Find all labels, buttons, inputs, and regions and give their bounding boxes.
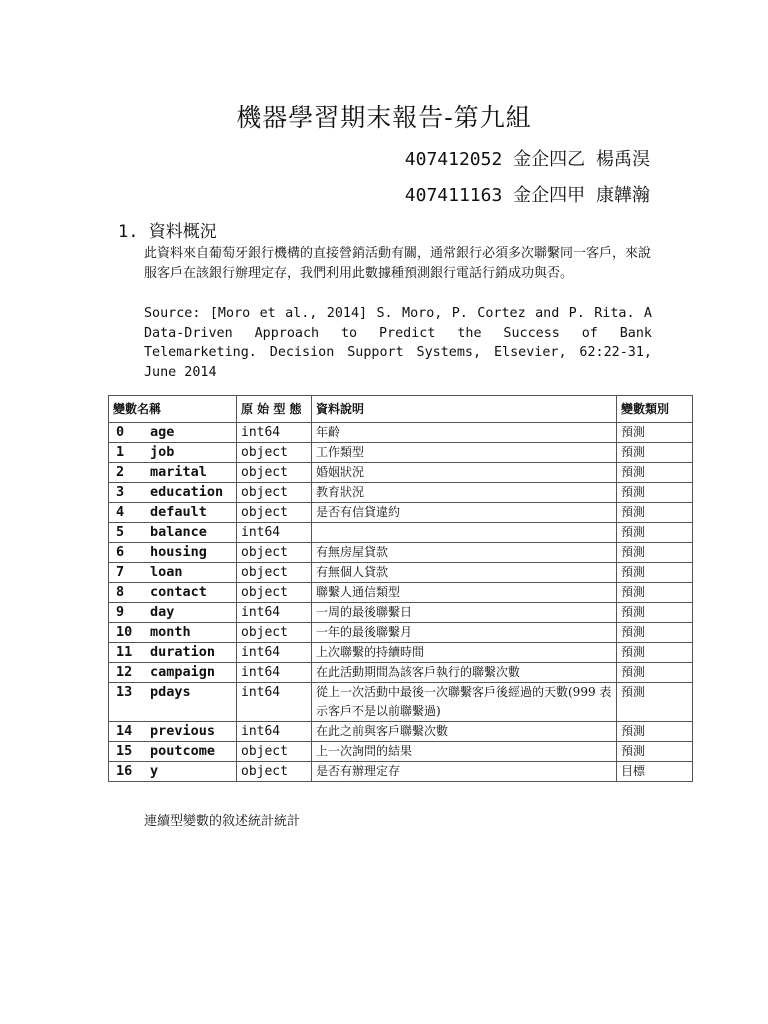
page-title: 機器學習期末報告-第九組 — [236, 103, 532, 132]
variable-type: object — [237, 623, 312, 643]
variable-description: 有無個人貸款 — [312, 563, 617, 583]
table-row — [109, 722, 693, 742]
variable-index: 3 — [116, 484, 125, 500]
table-row — [109, 643, 693, 663]
variable-category: 預測 — [617, 543, 693, 563]
variable-index: 14 — [116, 723, 133, 739]
variable-description: 一周的最後聯繫日 — [312, 603, 617, 623]
variable-type: int64 — [237, 603, 312, 623]
variable-name: day — [150, 604, 175, 620]
variable-description: 有無房屋貸款 — [312, 543, 617, 563]
variable-index: 5 — [116, 524, 125, 540]
table-header-row — [109, 396, 693, 423]
variable-category: 預測 — [617, 663, 693, 683]
variable-cell — [109, 583, 237, 603]
variable-index: 7 — [116, 564, 125, 580]
variable-index: 9 — [116, 604, 125, 620]
variable-description: 聯繫人通信類型 — [312, 583, 617, 603]
variable-type: object — [237, 762, 312, 782]
table-row — [109, 503, 693, 523]
variable-index: 0 — [116, 424, 125, 440]
variable-name: y — [150, 763, 159, 779]
variable-type: int64 — [237, 683, 312, 722]
variable-cell — [109, 623, 237, 643]
variable-name: month — [150, 624, 191, 640]
variable-name: poutcome — [150, 743, 216, 759]
variable-description: 從上一次活動中最後一次聯繫客戶後經過的天數(999 表示客戶不是以前聯繫過) — [312, 683, 617, 722]
variable-description: 工作類型 — [312, 443, 617, 463]
variable-cell — [109, 663, 237, 683]
variable-description: 在此活動期間為該客戶執行的聯繫次數 — [312, 663, 617, 683]
variable-type: object — [237, 503, 312, 523]
variable-description: 年齡 — [312, 423, 617, 443]
variable-category: 預測 — [617, 603, 693, 623]
variable-type: object — [237, 563, 312, 583]
section-heading: 1. 資料概況 — [118, 222, 217, 242]
table-row — [109, 483, 693, 503]
variable-name: housing — [150, 544, 207, 560]
table-row — [109, 583, 693, 603]
variable-cell — [109, 543, 237, 563]
variable-type: object — [237, 483, 312, 503]
variable-description: 上次聯繫的持續時間 — [312, 643, 617, 663]
variable-name: pdays — [150, 684, 191, 700]
variable-type: int64 — [237, 643, 312, 663]
variable-type: object — [237, 543, 312, 563]
variable-index: 4 — [116, 504, 125, 520]
variable-name: marital — [150, 464, 207, 480]
variable-name: job — [150, 444, 175, 460]
variable-description: 是否有信貸違約 — [312, 503, 617, 523]
variable-description — [312, 523, 617, 543]
variable-type: object — [237, 583, 312, 603]
variable-name: contact — [150, 584, 207, 600]
variable-category: 預測 — [617, 563, 693, 583]
variable-description: 一年的最後聯繫月 — [312, 623, 617, 643]
author-line-2: 407411163 金企四甲 康韡瀚 — [404, 185, 650, 206]
variable-category: 預測 — [617, 523, 693, 543]
variable-category: 預測 — [617, 722, 693, 742]
variable-category: 預測 — [617, 683, 693, 722]
variable-cell — [109, 423, 237, 443]
variable-name: duration — [150, 644, 216, 660]
author-line-1: 407412052 金企四乙 楊禹淏 — [404, 149, 650, 170]
table-row — [109, 663, 693, 683]
variable-type: object — [237, 443, 312, 463]
variable-category: 預測 — [617, 423, 693, 443]
variable-index: 10 — [116, 624, 133, 640]
intro-paragraph: 此資料來自葡萄牙銀行機構的直接營銷活動有關，通常銀行必須多次聯繫同一客戶，來說服客戶在該銀行辦理定存，我們利用此數據種預測銀行電話行銷成功與否。 — [144, 246, 652, 281]
source-citation: Source: [Moro et al., 2014] S. Moro, P. Cortez and P. Rita. A Data-Driven Approach to Predict the Success of Bank Telemarketing. Decision Support Systems, Elsevier, 62:22-31, June 2014 — [144, 306, 652, 380]
variable-cell — [109, 483, 237, 503]
variable-cell — [109, 523, 237, 543]
variable-type: int64 — [237, 523, 312, 543]
variable-name: balance — [150, 524, 207, 540]
table-row — [109, 742, 693, 762]
variable-cell — [109, 762, 237, 782]
variable-category: 預測 — [617, 483, 693, 503]
variable-description: 教育狀況 — [312, 483, 617, 503]
table-row — [109, 623, 693, 643]
variable-category: 預測 — [617, 742, 693, 762]
variable-description: 上一次詢問的結果 — [312, 742, 617, 762]
variable-name: campaign — [150, 664, 216, 680]
table-row — [109, 683, 693, 722]
variable-cell — [109, 683, 237, 722]
header-category: 變數類別 — [617, 396, 693, 423]
table-row — [109, 423, 693, 443]
variable-description: 是否有辦理定存 — [312, 762, 617, 782]
variable-name: loan — [150, 564, 183, 580]
variable-description: 在此之前與客戶聯繫次數 — [312, 722, 617, 742]
variable-category: 預測 — [617, 623, 693, 643]
variable-index: 1 — [116, 444, 125, 460]
variable-cell — [109, 503, 237, 523]
header-variable-name: 變數名稱 — [109, 396, 237, 423]
table-row — [109, 523, 693, 543]
variable-category: 預測 — [617, 583, 693, 603]
table-row — [109, 543, 693, 563]
variable-description: 婚姻狀況 — [312, 463, 617, 483]
variable-name: previous — [150, 723, 216, 739]
variable-cell — [109, 563, 237, 583]
header-original-type: 原 始 型 態 — [237, 396, 312, 423]
variable-index: 13 — [116, 684, 133, 700]
variable-name: age — [150, 424, 175, 440]
variable-index: 15 — [116, 743, 133, 759]
variable-category: 預測 — [617, 463, 693, 483]
variable-name: default — [150, 504, 207, 520]
variable-type: object — [237, 463, 312, 483]
table-row — [109, 762, 693, 782]
variable-category: 預測 — [617, 503, 693, 523]
variable-type: int64 — [237, 722, 312, 742]
header-description: 資料說明 — [312, 396, 617, 423]
variable-type: int64 — [237, 663, 312, 683]
variable-cell — [109, 463, 237, 483]
variable-cell — [109, 603, 237, 623]
variable-category: 目標 — [617, 762, 693, 782]
variable-category: 預測 — [617, 643, 693, 663]
variable-cell — [109, 643, 237, 663]
variable-index: 11 — [116, 644, 133, 660]
variable-cell — [109, 443, 237, 463]
variable-category: 預測 — [617, 443, 693, 463]
variable-index: 16 — [116, 763, 133, 779]
variable-index: 12 — [116, 664, 133, 680]
stats-caption: 連續型變數的敘述統計統計 — [144, 814, 301, 829]
variable-type: int64 — [237, 423, 312, 443]
variable-cell — [109, 722, 237, 742]
table-row — [109, 563, 693, 583]
table-row — [109, 463, 693, 483]
table-body — [109, 423, 693, 782]
table-row — [109, 603, 693, 623]
variable-index: 6 — [116, 544, 125, 560]
variable-index: 8 — [116, 584, 125, 600]
variable-index: 2 — [116, 464, 125, 480]
variables-table — [108, 395, 693, 782]
variable-type: object — [237, 742, 312, 762]
variable-cell — [109, 742, 237, 762]
table-row — [109, 443, 693, 463]
variable-name: education — [150, 484, 224, 500]
